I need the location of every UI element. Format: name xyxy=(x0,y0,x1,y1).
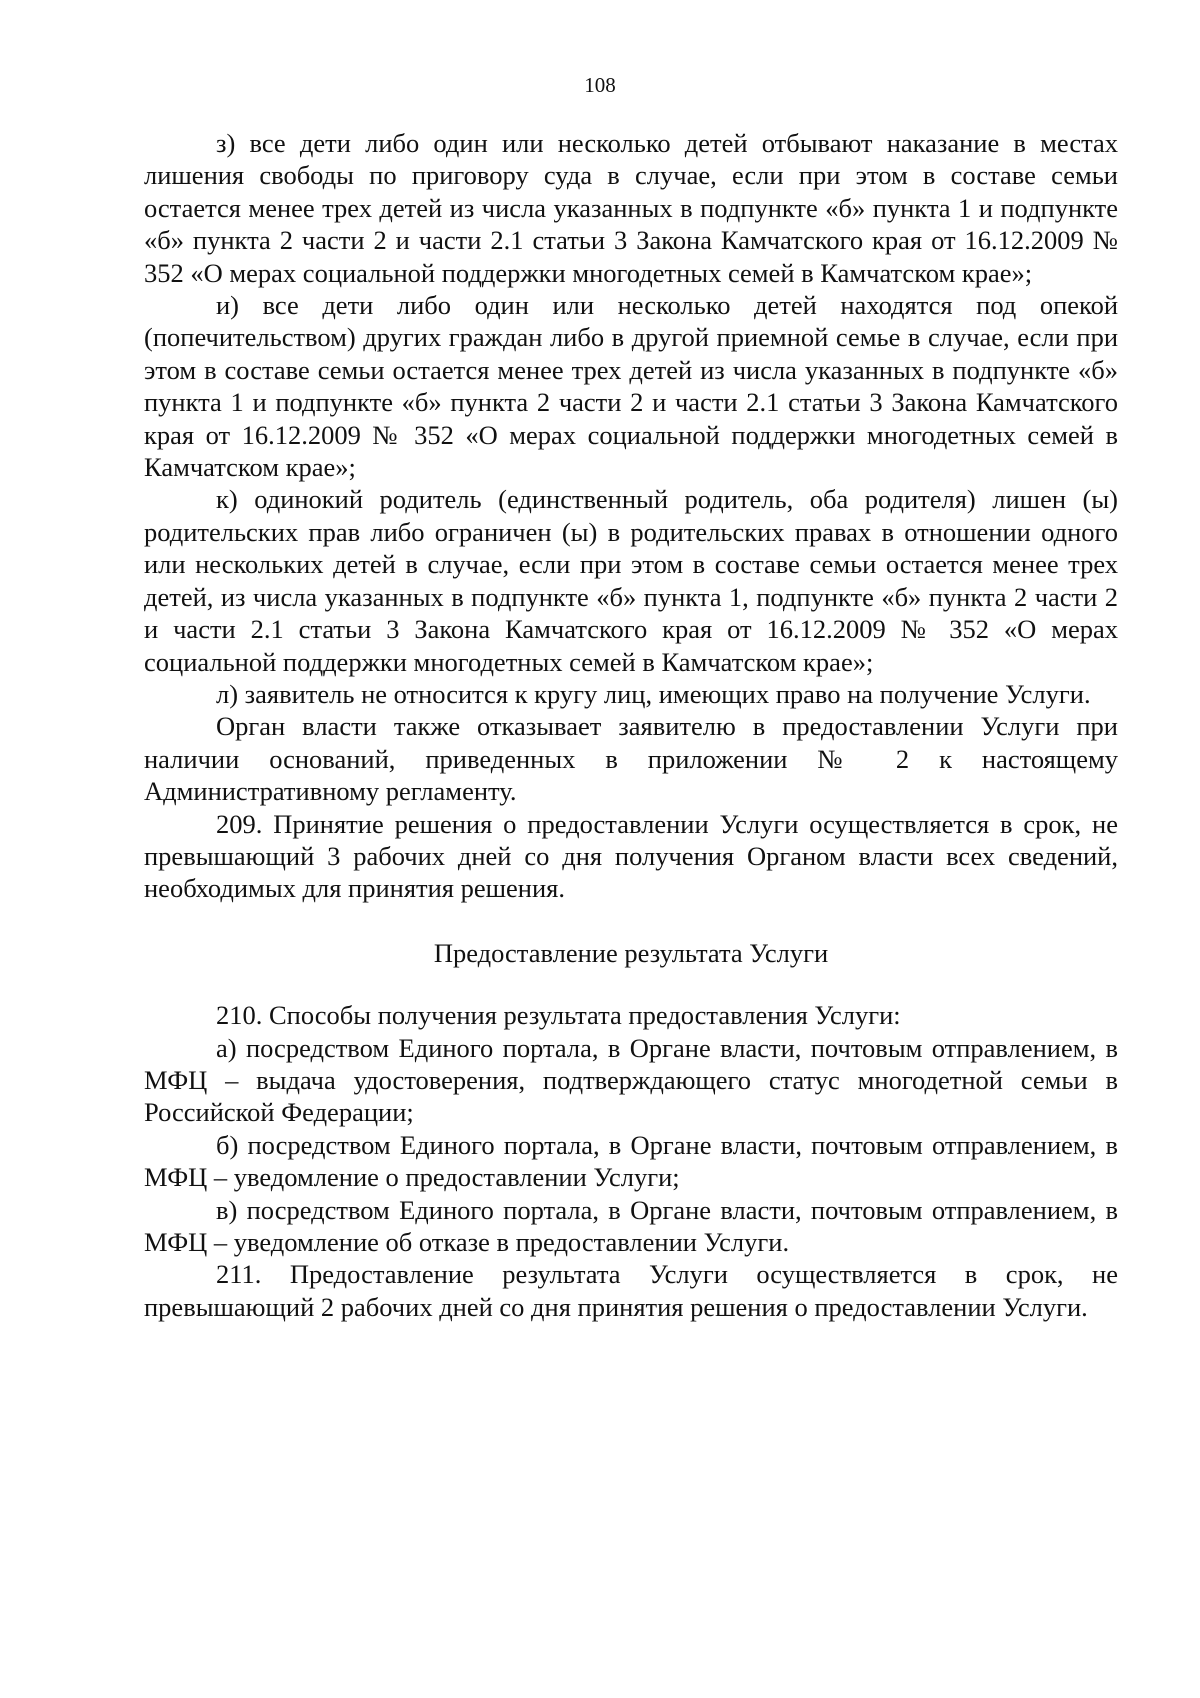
paragraph-item-k: к) одинокий родитель (единственный родитель, оба родителя) лишен (ы) родительских прав либо ограничен (ы) в родительских правах в отношении одного или нескольких детей в случае, если при этом в составе семьи остается менее трех детей, из числа указанных в подпункте «б» пункта 1, подпункте «б» пункта 2 части 2 и части 2.1 статьи 3 Закона Камчатского края от 16.12.2009 № 352 «О мерах социальной поддержки многодетных семей в Камчатском крае»; xyxy=(144,484,1118,677)
paragraph-item-z: з) все дети либо один или несколько детей отбывают наказание в местах лишения свободы по приговору суда в случае, если при этом в составе семьи остается менее трех детей из числа указанных в подпункте «б» пункта 1 и подпункте «б» пункта 2 части 2 и части 2.1 статьи 3 Закона Камчатского края от 16.12.2009 № 352 «О мерах социальной поддержки многодетных семей в Камчатском крае»; xyxy=(144,128,1118,288)
paragraph-210-b: б) посредством Единого портала, в Органе власти, почтовым отправлением, в МФЦ – уведомление о предоставлении Услуги; xyxy=(144,1129,1118,1193)
section-heading: Предоставление результата Услуги xyxy=(433,937,829,968)
paragraph-211: 211. Предоставление результата Услуги осуществляется в срок, не превышающий 2 рабочих дней со дня принятия решения о предоставлении Услуги. xyxy=(144,1259,1118,1322)
paragraph-item-l: л) заявитель не относится к кругу лиц, имеющих право на получение Услуги. xyxy=(216,678,1091,709)
paragraph-item-i: и) все дети либо один или несколько детей находятся под опекой (попечительством) других граждан либо в другой приемной семье в случае, если при этом в составе семьи остается менее трех детей из числа указанных в подпункте «б» пункта 1 и подпункте «б» пункта 2 части 2 и части 2.1 статьи 3 Закона Камчатского края от 16.12.2009 № 352 «О мерах социальной поддержки многодетных семей в Камчатском крае»; xyxy=(144,290,1118,483)
paragraph-refusal-grounds: Орган власти также отказывает заявителю в предоставлении Услуги при наличии оснований, приведенных в приложении № 2 к настоящему Административному регламенту. xyxy=(144,711,1118,807)
document-body xyxy=(144,127,1118,1323)
paragraph-210: 210. Способы получения результата предоставления Услуги: xyxy=(216,1000,901,1031)
paragraph-209: 209. Принятие решения о предоставлении Услуги осуществляется в срок, не превышающий 3 рабочих дней со дня получения Органом власти всех сведений, необходимых для принятия решения. xyxy=(144,808,1118,904)
paragraph-210-v: в) посредством Единого портала, в Органе власти, почтовым отправлением, в МФЦ – уведомление об отказе в предоставлении Услуги. xyxy=(144,1194,1118,1257)
page-number: 108 xyxy=(584,73,616,97)
paragraph-210-a: а) посредством Единого портала, в Органе власти, почтовым отправлением, в МФЦ – выдача удостоверения, подтверждающего статус многодетной семьи в Российской Федерации; xyxy=(144,1032,1118,1128)
